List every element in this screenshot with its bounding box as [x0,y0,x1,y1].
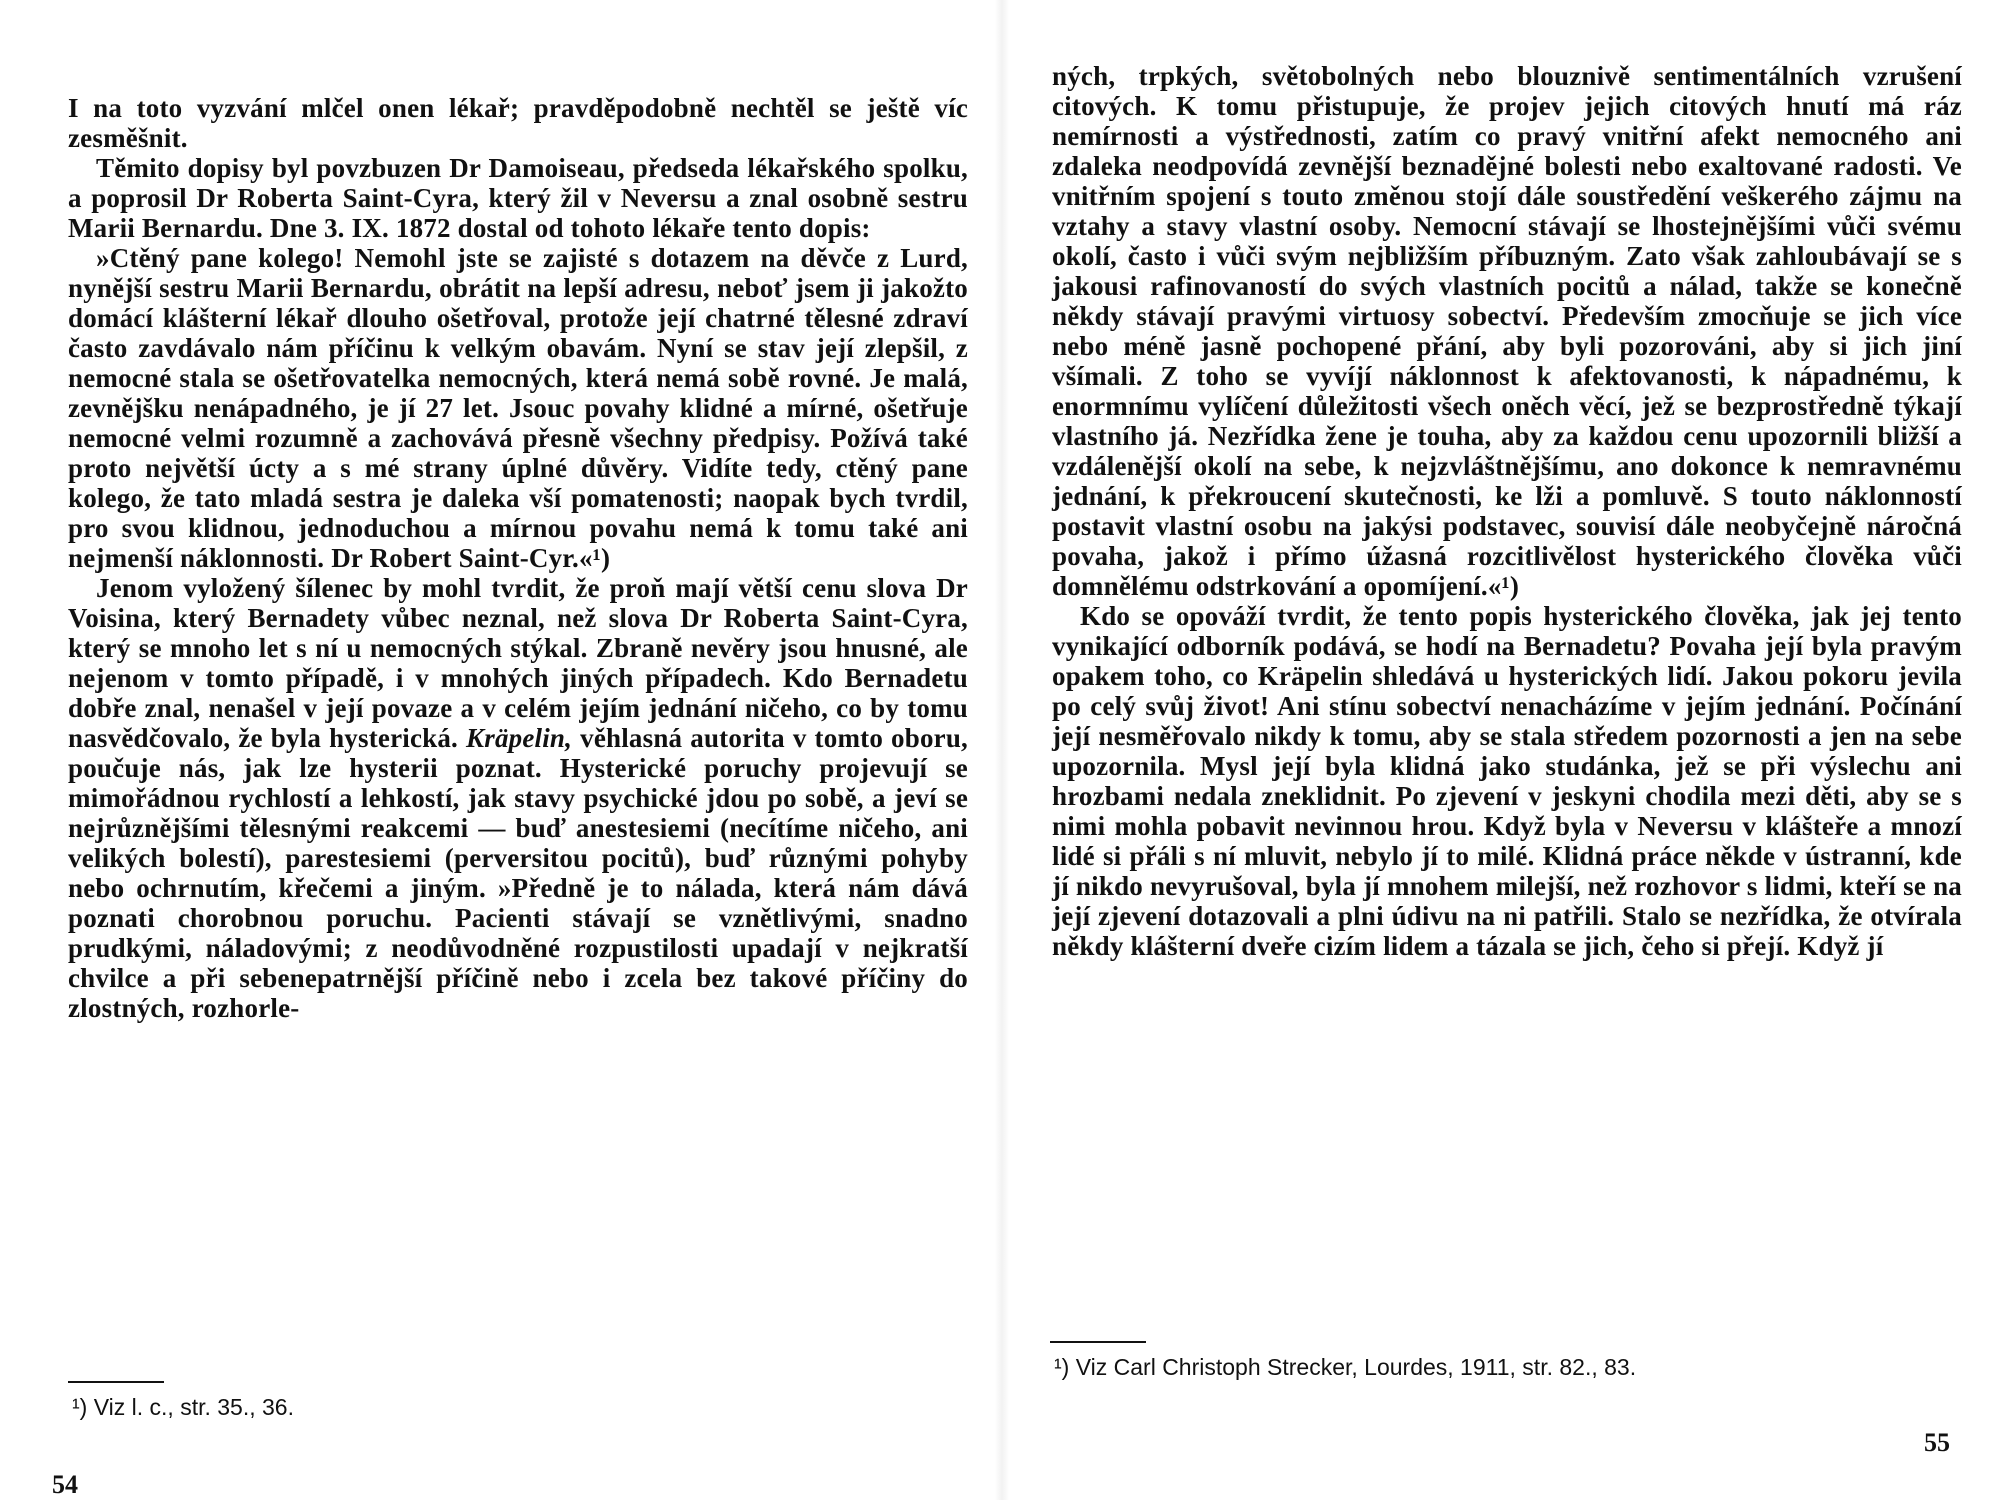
paragraph-text: věhlasná autorita v tomto oboru, poučuje nás, jak lze hysterii poznat. Hysterické poruchy projevují se mimořádnou rychlostí a lehkostí, jak stavy psychické jdou po sobě, a jeví se nejrůznějšími tělesnými reakcemi — buď anestesiemi (necítíme ničeho, ani velikých bolestí), parestesiemi (perversitou pocitů), buď různými pohyby nebo ochrnutím, křečemi a jiným. »Předně je to nálada, která nám dává poznati chorobnou poruchu. Pacienti stávají se vznětlivými, snadno prudkými, náladovými; z neodůvodněné rozpustilosti upadají v nejkratší chvilce a při sebenepatrnější příčině nebo i zcela bez takové příčiny do zlostných, rozhorle- [68,723,969,1023]
emphasized-name: Kräpelin, [466,723,573,753]
footnote-divider [68,1381,164,1383]
page-number: 54 [52,1470,78,1499]
page-number: 55 [1924,1428,1950,1457]
paragraph [68,573,968,1023]
paragraph-text: Jenom vyložený šílenec by mohl tvrdit, že proň mají větší cenu slova Dr Voisina, který Bernadety vůbec neznal, než slova Dr Roberta Saint-Cyra, který se mnoho let s ní u nemocných stýkal. Zbraně nevěry jsou hnusné, ale nejenom v tomto případě, i v mnohých jiných případech. Kdo Bernadetu dobře znal, nenašel v její povaze a v celém jejím jednání ničeho, co by tomu nasvědčovalo, že byla hysterická. [68,573,968,753]
paragraph: Těmito dopisy byl povzbuzen Dr Damoiseau, předseda lékařského spolku, a poprosil Dr Roberta Saint-Cyra, který žil v Neversu a znal osobně sestru Marii Bernardu. Dne 3. IX. 1872 dostal od tohoto lékaře tento dopis: [68,153,968,243]
left-page-text [68,93,968,1023]
footnote-divider [1050,1341,1146,1343]
paragraph: »Ctěný pane kolego! Nemohl jste se zajisté s dotazem na děvče z Lurd, nynější sestru Marii Bernardu, obrátit na lepší adresu, neboť jsem ji jakožto domácí klášterní lékař dlouho ošetřoval, protože její chatrné tělesné zdraví často zavdávalo nám příčinu k velkým obavám. Nyní se stav její zlepšil, z nemocné stala se ošetřovatelka nemocných, která nemá sobě rovné. Je malá, zevnějšku nenápadného, je jí 27 let. Jsouc povahy klidné a mírné, ošetřuje nemocné velmi rozumně a zachovává přesně všechny předpisy. Požívá také proto největší úcty a s mé strany úplné důvěry. Vidíte tedy, ctěný pane kolego, že tato mladá sestra je daleka vší pomatenosti; naopak bych tvrdil, pro svou klidnou, jednoduchou a mírnou povahu nemá k tomu také ani nejmenší náklonnosti. Dr Robert Saint-Cyr.«¹) [68,243,968,573]
paragraph: ných, trpkých, světobolných nebo blouznivě sentimentálních vzrušení citových. K tomu přistupuje, že projev jejich citových hnutí má ráz nemírnosti a výstřednosti, zatím co pravý vnitřní afekt nemocného ani zdaleka neodpovídá zevnější beznadějné bolesti nebo exaltované radosti. Ve vnitřním spojení s touto změnou stojí dále soustředění veškerého zájmu na vztahy a stavy vlastní osoby. Nemocní stávají se lhostejnějšími vůči svému okolí, často i vůči svým nejbližším příbuzným. Zato však zahloubávají se s jakousi rafinovaností do svých vlastních pocitů a nálad, takže se konečně někdy stávají pravými virtuosy sobectví. Především zmocňuje se jich více nebo méně jasně pochopené přání, aby byli pozorováni, aby si jich jiní všímali. Z toho se vyvíjí náklonnost k afektovanosti, k nápadnému, k enormnímu vylíčení důležitosti všech oněch věcí, jež se bezprostředně týkají vlastního já. Nezřídka žene je touha, aby za každou cenu upozornili bližší a vzdálenější okolí na sebe, k nejzvláštnějšímu, ano dokonce k nemravnému jednání, k překroucení skutečnosti, ke lži a pomluvě. S touto náklonností postavit vlastní osobu na jakýsi podstavec, souvisí dále neobyčejně náročná povaha, jakož i přímo úžasná rozcitlivělost hysterického člověka vůči domnělému odstrkování a opomíjení.«¹) [1052,61,1962,601]
footnote: ¹) Viz l. c., str. 35., 36. [72,1394,294,1420]
paragraph: Kdo se opováží tvrdit, že tento popis hysterického člověka, jak jej tento vynikající odborník podává, se hodí na Bernadetu? Povaha její byla pravým opakem toho, co Kräpelin shledává u hysterických lidí. Jakou pokoru jevila po celý svůj život! Ani stínu sobectví nenacházíme v jejím jednání. Počínání její nesměřovalo nikdy k tomu, aby se stala středem pozornosti a jen na sebe upozornila. Mysl její byla klidná jako studánka, jež se při výslechu ani hrozbami nedala zneklidnit. Po zjevení v jeskyni chodila mezi děti, aby se s nimi mohla pobavit nevinnou hrou. Když byla v Neversu v klášteře a mnozí lidé si přáli s ní mluvit, nebylo jí to milé. Klidná práce někde v ústranní, kde jí nikdo nevyrušoval, byla jí mnohem milejší, než rozhovor s lidmi, kteří se na její zjevení dotazovali a plni údivu na ni patřili. Stalo se nezřídka, že otvírala někdy klášterní dveře cizím lidem a tázala se jich, čeho si přejí. Když jí [1052,601,1962,961]
paragraph: I na toto vyzvání mlčel onen lékař; pravděpodobně nechtěl se ještě víc zesměšnit. [68,93,968,153]
footnote: ¹) Viz Carl Christoph Strecker, Lourdes, 1911, str. 82., 83. [1054,1354,1637,1380]
right-page [1002,0,2004,1500]
right-page-text [1052,61,1962,961]
